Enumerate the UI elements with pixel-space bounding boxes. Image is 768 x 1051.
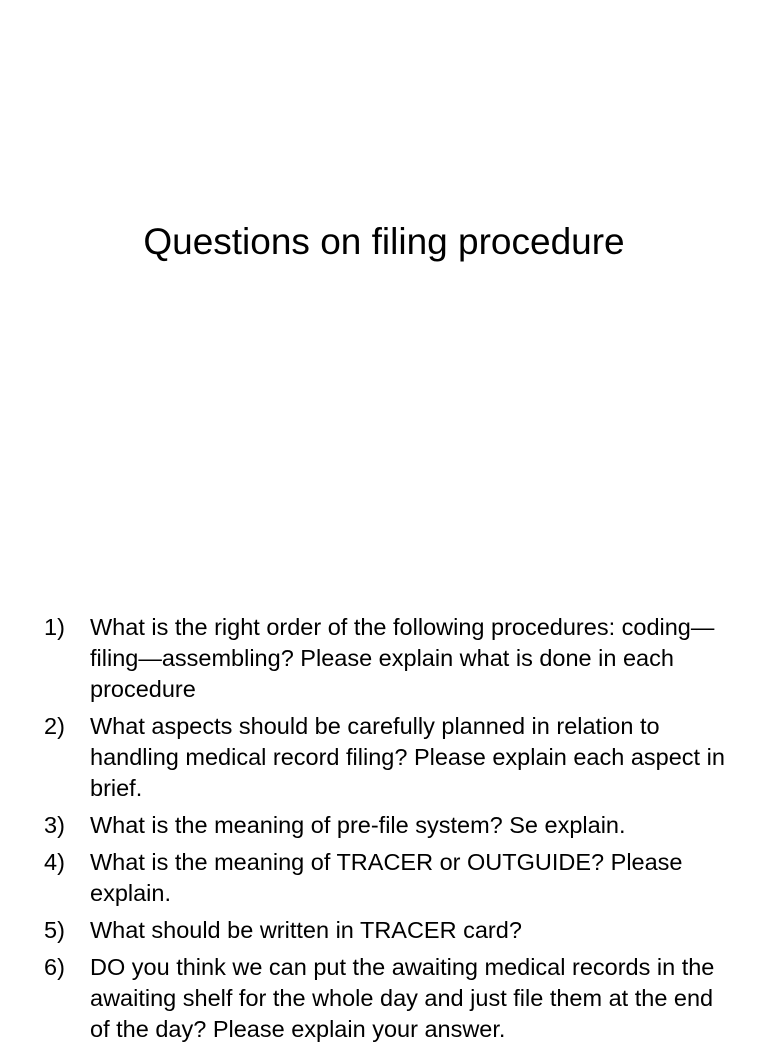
slide-title: Questions on filing procedure <box>143 221 625 262</box>
question-text: What is the right order of the following procedures: coding—filing—assembling? Please explain what is done in each procedure <box>90 614 715 702</box>
question-number: 6) <box>44 954 65 980</box>
question-number: 3) <box>44 812 65 838</box>
question-text: What aspects should be carefully planned in relation to handling medical record filing? Please explain each aspect in brief. <box>90 713 725 801</box>
question-text: What is the meaning of pre-file system? Se explain. <box>90 812 626 838</box>
question-item <box>44 952 734 1045</box>
question-item <box>44 612 734 705</box>
questions-slide <box>0 512 768 1042</box>
question-list <box>44 612 734 1051</box>
question-item <box>44 915 734 946</box>
question-number: 2) <box>44 713 65 739</box>
question-item <box>44 711 734 804</box>
question-item <box>44 847 734 909</box>
question-number: 1) <box>44 614 65 640</box>
question-number: 4) <box>44 849 65 875</box>
question-text: DO you think we can put the awaiting medical records in the awaiting shelf for the whole day and just file them at the end of the day? Please explain your answer. <box>90 954 715 1042</box>
question-text: What is the meaning of TRACER or OUTGUIDE? Please explain. <box>90 849 683 906</box>
question-number: 5) <box>44 917 65 943</box>
title-slide <box>0 0 768 512</box>
question-item <box>44 810 734 841</box>
question-text: What should be written in TRACER card? <box>90 917 522 943</box>
